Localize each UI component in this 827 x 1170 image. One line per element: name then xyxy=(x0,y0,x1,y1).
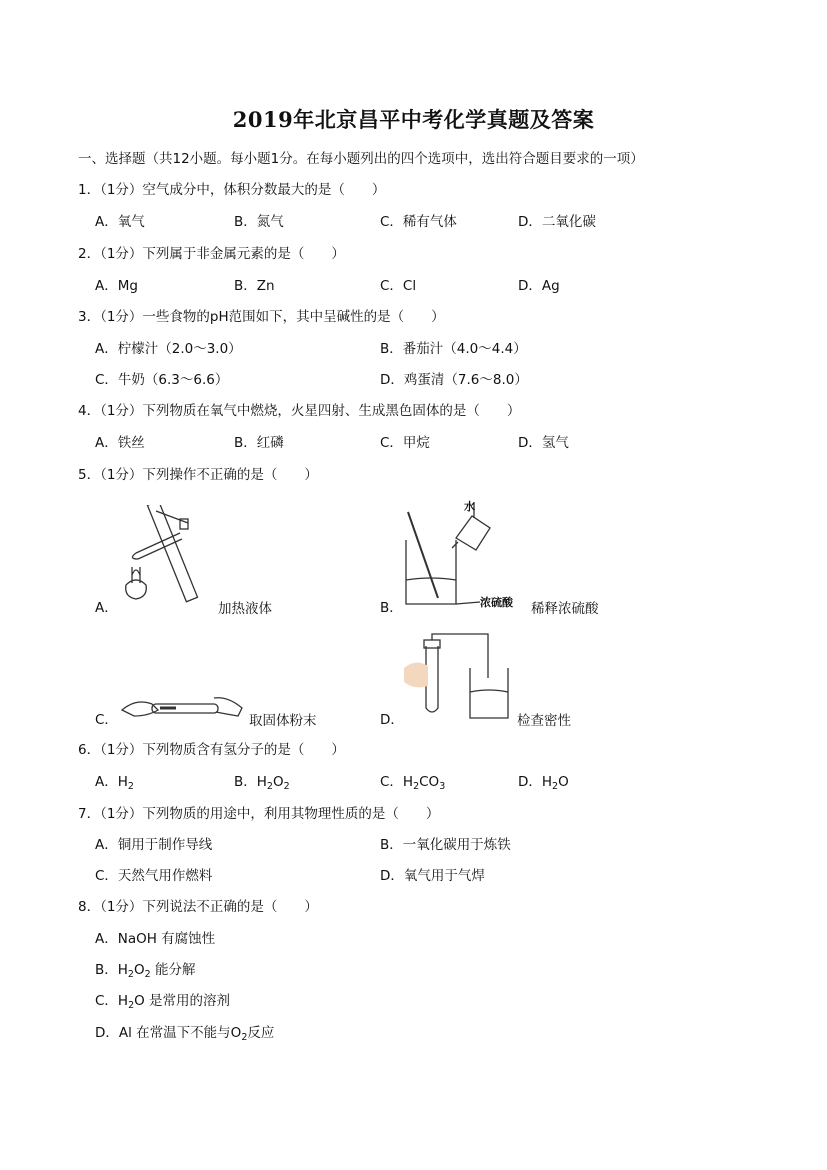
q8-option-a xyxy=(95,930,215,948)
q1-option-b: B．氮气 xyxy=(234,214,284,230)
subscript: 2 xyxy=(241,1032,248,1043)
option-text: D．Al 在常温下不能与O xyxy=(95,1025,242,1041)
question-2-stem: 2．（1分）下列属于非金属元素的是（ ） xyxy=(78,246,345,262)
formula-text: O xyxy=(558,774,569,790)
q6-option-b xyxy=(234,773,290,793)
q5-option-a: A． xyxy=(95,600,118,616)
q8-option-d xyxy=(95,1024,274,1044)
option-text: 反应 xyxy=(247,1025,275,1041)
diluting-acid-figure xyxy=(400,498,540,613)
subscript: 2 xyxy=(144,969,151,980)
q5-caption-d: 检查密性 xyxy=(517,713,571,729)
q6-option-a xyxy=(95,773,134,793)
q5-option-b: B． xyxy=(380,600,403,616)
subscript: 2 xyxy=(127,969,134,980)
q2-option-c: C．Cl xyxy=(380,278,417,294)
q2-option-a: A．Mg xyxy=(95,278,138,294)
q6-option-d xyxy=(518,773,569,793)
q7-option-b: B．一氧化碳用于炼铁 xyxy=(380,837,511,853)
subscript: 2 xyxy=(283,781,290,792)
q1-option-c: C．稀有气体 xyxy=(380,214,457,230)
q5-option-d: D． xyxy=(380,712,404,728)
option-text: B．H xyxy=(95,962,128,978)
question-8-stem: 8．（1分）下列说法不正确的是（ ） xyxy=(78,899,318,915)
formula-text: C．H xyxy=(380,774,414,790)
q5-caption-a: 加热液体 xyxy=(218,601,272,617)
q8-option-c xyxy=(95,992,230,1012)
question-5-stem: 5．（1分）下列操作不正确的是（ ） xyxy=(78,467,318,483)
formula-text: O xyxy=(272,774,284,790)
formula-text: B．H xyxy=(234,774,267,790)
heating-liquid-figure xyxy=(118,505,228,610)
q2-option-b: B．Zn xyxy=(234,278,275,294)
option-text: 能分解 xyxy=(150,962,196,978)
option-text: C．H xyxy=(95,993,129,1009)
option-text: O xyxy=(134,993,145,1009)
option-text: 是常用的溶剂 xyxy=(144,993,231,1009)
subscript: 2 xyxy=(128,1000,135,1011)
formula-text: CO xyxy=(419,774,440,790)
q4-option-a: A．铁丝 xyxy=(95,435,145,451)
q4-option-b: B．红磷 xyxy=(234,435,284,451)
subscript: 2 xyxy=(127,781,134,792)
q3-option-d: D．鸡蛋清（7.6～8.0） xyxy=(380,372,528,388)
formula-text: A．H xyxy=(95,774,128,790)
q4-option-c: C．甲烷 xyxy=(380,435,430,451)
q2-option-d: D．Ag xyxy=(518,278,560,294)
page-title: 2019年北京昌平中考化学真题及答案 xyxy=(232,107,595,132)
airtightness-check-figure xyxy=(400,628,512,723)
q5-option-c: C． xyxy=(95,712,118,728)
question-6-stem: 6．（1分）下列物质含有氢分子的是（ ） xyxy=(78,742,345,758)
q5-caption-c: 取固体粉末 xyxy=(249,713,317,729)
acid-label: 浓硫酸 xyxy=(480,596,513,609)
q7-option-d: D．氧气用于气焊 xyxy=(380,868,485,884)
subscript: 2 xyxy=(552,781,559,792)
subscript: 2 xyxy=(266,781,273,792)
subscript: 3 xyxy=(439,781,446,792)
option-text: O xyxy=(133,962,145,978)
option-text: A．NaOH 有腐蚀性 xyxy=(95,931,216,947)
formula-text: D．H xyxy=(518,774,553,790)
question-4-stem: 4．（1分）下列物质在氧气中燃烧，火星四射、生成黑色固体的是（ ） xyxy=(78,403,521,419)
water-label: 水 xyxy=(464,500,475,513)
question-7-stem: 7．（1分）下列物质的用途中，利用其物理性质的是（ ） xyxy=(78,806,440,822)
q8-option-b xyxy=(95,961,195,981)
solid-powder-figure xyxy=(118,688,248,723)
q6-option-c xyxy=(380,773,445,793)
section-heading: 一、选择题（共12小题。每小题1分。在每小题列出的四个选项中，选出符合题目要求的一项） xyxy=(78,151,644,167)
q1-option-a: A．氧气 xyxy=(95,214,145,230)
q7-option-c: C．天然气用作燃料 xyxy=(95,868,213,884)
q7-option-a: A．铜用于制作导线 xyxy=(95,837,213,853)
q3-option-b: B．番茄汁（4.0～4.4） xyxy=(380,341,527,357)
subscript: 2 xyxy=(413,781,420,792)
q5-caption-b: 稀释浓硫酸 xyxy=(531,601,599,617)
q1-option-d: D．二氧化碳 xyxy=(518,214,596,230)
q3-option-c: C．牛奶（6.3～6.6） xyxy=(95,372,229,388)
question-3-stem: 3．（1分）一些食物的pH范围如下，其中呈碱性的是（ ） xyxy=(78,309,445,325)
question-1-stem: 1．（1分）空气成分中，体积分数最大的是（ ） xyxy=(78,182,386,198)
q3-option-a: A．柠檬汁（2.0～3.0） xyxy=(95,341,242,357)
q4-option-d: D．氢气 xyxy=(518,435,569,451)
